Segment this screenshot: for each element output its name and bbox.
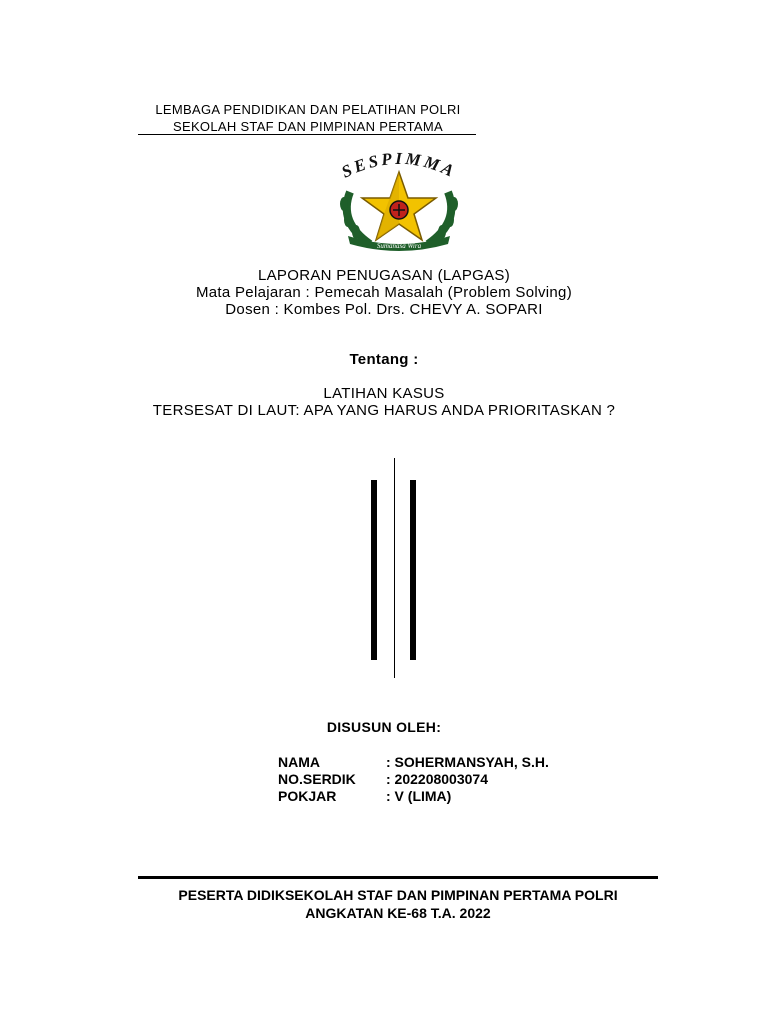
field-key: NO.SERDIK [278, 771, 356, 787]
decorative-bar-right [410, 480, 416, 660]
topic-label: Tentang : [349, 351, 419, 368]
footer-line-1: PESERTA DIDIKSEKOLAH STAF DAN PIMPINAN PERTAMA POLRI [178, 887, 618, 903]
author-row-name [278, 754, 549, 770]
institution-line-1: LEMBAGA PENDIDIKAN DAN PELATIHAN POLRI [155, 102, 461, 117]
field-key: POKJAR [278, 788, 337, 804]
field-value: : 202208003074 [386, 771, 488, 787]
author-row-serdik [278, 771, 488, 787]
footer-divider [138, 876, 658, 879]
decorative-line-center [394, 458, 395, 678]
field-key: NAMA [278, 754, 320, 770]
header-divider [138, 134, 476, 135]
institution-line-2: SEKOLAH STAF DAN PIMPINAN PERTAMA [173, 119, 443, 134]
report-subject: Mata Pelajaran : Pemecah Masalah (Problem Solving) [195, 284, 572, 301]
sespimma-logo [330, 152, 468, 256]
report-title: LAPORAN PENUGASAN (LAPGAS) [257, 267, 511, 284]
footer-line-2: ANGKATAN KE-68 T.A. 2022 [305, 905, 491, 921]
decorative-bar-left [371, 480, 377, 660]
author-heading: DISUSUN OLEH: [326, 719, 442, 735]
topic-line-1: LATIHAN KASUS [323, 385, 445, 402]
field-value: : V (LIMA) [386, 788, 452, 804]
report-lecturer: Dosen : Kombes Pol. Drs. CHEVY A. SOPARI [225, 301, 543, 318]
field-value: : SOHERMANSYAH, S.H. [386, 754, 549, 770]
author-row-pokjar [278, 788, 451, 804]
logo-motto: Sumanasa Wira [376, 242, 422, 250]
logo-text: SESPIMMA [338, 152, 460, 182]
topic-line-2: TERSESAT DI LAUT: APA YANG HARUS ANDA PRIORITASKAN ? [152, 402, 616, 419]
